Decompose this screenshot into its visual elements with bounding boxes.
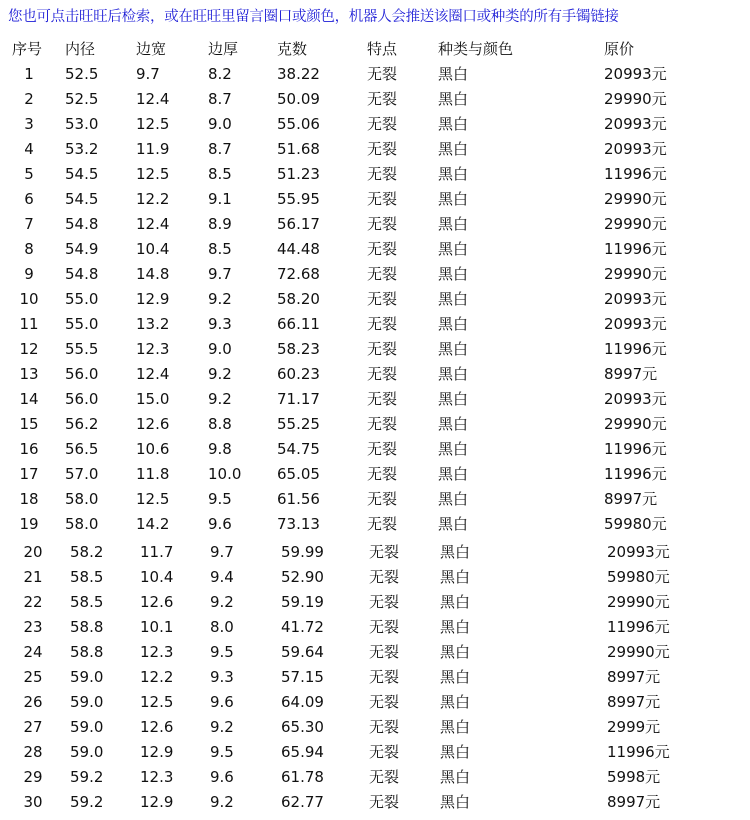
table-row [0, 540, 750, 565]
cell-weight: 66.11 [277, 315, 320, 333]
cell-price: 29990元 [604, 265, 667, 283]
cell-inner-diameter: 58.8 [70, 618, 104, 636]
cell-inner-diameter: 58.5 [70, 593, 104, 611]
cell-feature: 无裂 [367, 265, 398, 283]
cell-index: 3 [24, 115, 34, 133]
table-row [0, 412, 750, 437]
table-row [0, 362, 750, 387]
cell-weight: 55.25 [277, 415, 320, 433]
cell-inner-diameter: 54.5 [65, 165, 99, 183]
cell-feature: 无裂 [367, 240, 398, 258]
table-row [0, 187, 750, 212]
cell-thickness: 9.5 [210, 743, 234, 761]
cell-price: 20993元 [604, 290, 667, 308]
cell-type-color: 黑白 [438, 415, 469, 433]
cell-width: 12.4 [136, 365, 170, 383]
cell-price: 59980元 [604, 515, 667, 533]
cell-thickness: 9.1 [208, 190, 232, 208]
cell-width: 12.5 [136, 115, 170, 133]
cell-inner-diameter: 54.9 [65, 240, 99, 258]
table-row [0, 565, 750, 590]
cell-thickness: 9.2 [208, 390, 232, 408]
cell-weight: 71.17 [277, 390, 320, 408]
cell-width: 11.7 [140, 543, 174, 561]
cell-type-color: 黑白 [438, 190, 469, 208]
cell-width: 10.1 [140, 618, 174, 636]
cell-width: 12.9 [140, 793, 174, 811]
cell-type-color: 黑白 [440, 618, 471, 636]
cell-inner-diameter: 54.8 [65, 215, 99, 233]
cell-feature: 无裂 [369, 793, 400, 811]
cell-type-color: 黑白 [440, 793, 471, 811]
table-row [0, 590, 750, 615]
cell-inner-diameter: 52.5 [65, 90, 99, 108]
cell-width: 12.3 [136, 340, 170, 358]
table-row [0, 437, 750, 462]
cell-type-color: 黑白 [440, 593, 471, 611]
cell-type-color: 黑白 [440, 668, 471, 686]
cell-width: 13.2 [136, 315, 170, 333]
cell-feature: 无裂 [369, 668, 400, 686]
cell-feature: 无裂 [367, 415, 398, 433]
cell-index: 18 [19, 490, 39, 508]
cell-weight: 51.68 [277, 140, 320, 158]
cell-weight: 59.19 [281, 593, 324, 611]
cell-thickness: 9.5 [210, 643, 234, 661]
cell-weight: 57.15 [281, 668, 324, 686]
cell-weight: 65.94 [281, 743, 324, 761]
cell-price: 20993元 [604, 390, 667, 408]
table-row [0, 262, 750, 287]
cell-price: 29990元 [604, 190, 667, 208]
cell-index: 24 [23, 643, 43, 661]
cell-weight: 61.56 [277, 490, 320, 508]
cell-type-color: 黑白 [440, 718, 471, 736]
cell-feature: 无裂 [369, 543, 400, 561]
table-row [0, 87, 750, 112]
table-row [0, 765, 750, 790]
cell-price: 8997元 [604, 365, 658, 383]
cell-feature: 无裂 [367, 90, 398, 108]
cell-weight: 50.09 [277, 90, 320, 108]
cell-index: 1 [24, 65, 34, 83]
cell-inner-diameter: 59.2 [70, 793, 104, 811]
cell-width: 12.6 [136, 415, 170, 433]
table-row [0, 740, 750, 765]
cell-type-color: 黑白 [438, 465, 469, 483]
cell-width: 12.4 [136, 215, 170, 233]
cell-width: 14.2 [136, 515, 170, 533]
cell-width: 12.6 [140, 718, 174, 736]
cell-feature: 无裂 [367, 390, 398, 408]
cell-thickness: 9.6 [210, 768, 234, 786]
cell-thickness: 9.6 [210, 693, 234, 711]
cell-weight: 59.64 [281, 643, 324, 661]
cell-width: 12.3 [140, 768, 174, 786]
cell-inner-diameter: 53.2 [65, 140, 99, 158]
cell-index: 14 [19, 390, 39, 408]
table-header-row [0, 37, 750, 62]
cell-price: 8997元 [607, 693, 661, 711]
cell-feature: 无裂 [369, 643, 400, 661]
cell-thickness: 9.6 [208, 515, 232, 533]
cell-price: 11996元 [607, 618, 670, 636]
table-row [0, 512, 750, 537]
cell-price: 2999元 [607, 718, 661, 736]
cell-price: 8997元 [604, 490, 658, 508]
cell-thickness: 8.7 [208, 140, 232, 158]
cell-index: 28 [23, 743, 43, 761]
cell-type-color: 黑白 [438, 515, 469, 533]
cell-feature: 无裂 [367, 440, 398, 458]
cell-inner-diameter: 56.2 [65, 415, 99, 433]
cell-index: 22 [23, 593, 43, 611]
cell-index: 20 [23, 543, 43, 561]
table-row [0, 312, 750, 337]
cell-inner-diameter: 53.0 [65, 115, 99, 133]
cell-type-color: 黑白 [438, 290, 469, 308]
cell-feature: 无裂 [367, 65, 398, 83]
cell-feature: 无裂 [369, 618, 400, 636]
cell-feature: 无裂 [367, 140, 398, 158]
cell-type-color: 黑白 [440, 743, 471, 761]
cell-type-color: 黑白 [438, 115, 469, 133]
cell-index: 13 [19, 365, 39, 383]
cell-thickness: 8.5 [208, 240, 232, 258]
header-price: 原价 [604, 40, 635, 58]
cell-feature: 无裂 [369, 718, 400, 736]
cell-type-color: 黑白 [440, 643, 471, 661]
cell-weight: 52.90 [281, 568, 324, 586]
cell-width: 15.0 [136, 390, 170, 408]
cell-type-color: 黑白 [438, 340, 469, 358]
table-row [0, 137, 750, 162]
cell-weight: 73.13 [277, 515, 320, 533]
cell-price: 20993元 [604, 140, 667, 158]
cell-price: 5998元 [607, 768, 661, 786]
cell-type-color: 黑白 [438, 215, 469, 233]
cell-type-color: 黑白 [440, 543, 471, 561]
cell-thickness: 9.3 [208, 315, 232, 333]
cell-thickness: 9.8 [208, 440, 232, 458]
cell-weight: 59.99 [281, 543, 324, 561]
cell-type-color: 黑白 [440, 768, 471, 786]
cell-inner-diameter: 52.5 [65, 65, 99, 83]
cell-price: 11996元 [604, 165, 667, 183]
cell-inner-diameter: 58.5 [70, 568, 104, 586]
cell-price: 11996元 [607, 743, 670, 761]
cell-weight: 65.05 [277, 465, 320, 483]
cell-price: 11996元 [604, 440, 667, 458]
cell-inner-diameter: 58.0 [65, 490, 99, 508]
table-row [0, 237, 750, 262]
cell-feature: 无裂 [367, 190, 398, 208]
cell-inner-diameter: 55.0 [65, 315, 99, 333]
cell-thickness: 8.5 [208, 165, 232, 183]
cell-type-color: 黑白 [438, 240, 469, 258]
cell-width: 12.5 [140, 693, 174, 711]
cell-price: 20993元 [604, 115, 667, 133]
cell-index: 9 [24, 265, 34, 283]
cell-index: 21 [23, 568, 43, 586]
cell-type-color: 黑白 [438, 90, 469, 108]
cell-type-color: 黑白 [438, 315, 469, 333]
cell-width: 12.2 [140, 668, 174, 686]
cell-thickness: 9.0 [208, 115, 232, 133]
table-row [0, 162, 750, 187]
cell-index: 30 [23, 793, 43, 811]
cell-price: 29990元 [607, 643, 670, 661]
cell-index: 19 [19, 515, 39, 533]
table-row [0, 287, 750, 312]
cell-width: 11.8 [136, 465, 170, 483]
table-row [0, 462, 750, 487]
cell-thickness: 8.7 [208, 90, 232, 108]
cell-weight: 64.09 [281, 693, 324, 711]
cell-width: 10.4 [136, 240, 170, 258]
cell-weight: 51.23 [277, 165, 320, 183]
notice-text: 您也可点击旺旺后检索，或在旺旺里留言圈口或颜色，机器人会推送该圈口或种类的所有手镯链接 [8, 9, 619, 25]
cell-width: 14.8 [136, 265, 170, 283]
cell-weight: 60.23 [277, 365, 320, 383]
table-row [0, 212, 750, 237]
cell-weight: 41.72 [281, 618, 324, 636]
cell-type-color: 黑白 [438, 390, 469, 408]
cell-weight: 61.78 [281, 768, 324, 786]
cell-feature: 无裂 [367, 165, 398, 183]
cell-width: 12.5 [136, 490, 170, 508]
cell-index: 10 [19, 290, 39, 308]
cell-thickness: 9.2 [208, 290, 232, 308]
cell-type-color: 黑白 [440, 568, 471, 586]
cell-thickness: 9.2 [210, 718, 234, 736]
cell-thickness: 9.3 [210, 668, 234, 686]
header-feature: 特点 [367, 40, 398, 58]
cell-inner-diameter: 55.0 [65, 290, 99, 308]
cell-width: 12.9 [136, 290, 170, 308]
table-row [0, 62, 750, 87]
table-row [0, 387, 750, 412]
cell-type-color: 黑白 [438, 165, 469, 183]
cell-index: 23 [23, 618, 43, 636]
cell-type-color: 黑白 [438, 265, 469, 283]
cell-feature: 无裂 [369, 593, 400, 611]
header-type-color: 种类与颜色 [438, 40, 514, 58]
cell-feature: 无裂 [367, 465, 398, 483]
cell-weight: 58.23 [277, 340, 320, 358]
table-row [0, 487, 750, 512]
header-thickness: 边厚 [208, 40, 239, 58]
cell-width: 12.3 [140, 643, 174, 661]
cell-index: 12 [19, 340, 39, 358]
cell-thickness: 10.0 [208, 465, 242, 483]
cell-thickness: 9.4 [210, 568, 234, 586]
table-row [0, 790, 750, 815]
header-width: 边宽 [136, 40, 167, 58]
cell-price: 11996元 [604, 465, 667, 483]
cell-index: 26 [23, 693, 43, 711]
cell-width: 10.6 [136, 440, 170, 458]
cell-thickness: 9.5 [208, 490, 232, 508]
cell-price: 29990元 [604, 215, 667, 233]
cell-inner-diameter: 56.0 [65, 365, 99, 383]
table-row [0, 690, 750, 715]
cell-thickness: 9.7 [210, 543, 234, 561]
table-row [0, 112, 750, 137]
cell-thickness: 8.2 [208, 65, 232, 83]
header-index: 序号 [12, 40, 43, 58]
cell-type-color: 黑白 [438, 65, 469, 83]
cell-weight: 55.95 [277, 190, 320, 208]
cell-width: 9.7 [136, 65, 160, 83]
cell-price: 29990元 [607, 593, 670, 611]
cell-inner-diameter: 57.0 [65, 465, 99, 483]
cell-index: 8 [24, 240, 34, 258]
cell-weight: 44.48 [277, 240, 320, 258]
cell-thickness: 8.0 [210, 618, 234, 636]
cell-thickness: 9.2 [210, 793, 234, 811]
cell-width: 12.9 [140, 743, 174, 761]
cell-type-color: 黑白 [440, 693, 471, 711]
cell-weight: 56.17 [277, 215, 320, 233]
cell-feature: 无裂 [367, 290, 398, 308]
cell-price: 8997元 [607, 793, 661, 811]
cell-index: 15 [19, 415, 39, 433]
cell-price: 11996元 [604, 340, 667, 358]
cell-price: 20993元 [604, 65, 667, 83]
cell-width: 11.9 [136, 140, 170, 158]
cell-index: 16 [19, 440, 39, 458]
cell-thickness: 8.8 [208, 415, 232, 433]
cell-inner-diameter: 54.8 [65, 265, 99, 283]
cell-thickness: 9.0 [208, 340, 232, 358]
cell-feature: 无裂 [367, 115, 398, 133]
cell-price: 20993元 [604, 315, 667, 333]
cell-feature: 无裂 [369, 693, 400, 711]
cell-weight: 72.68 [277, 265, 320, 283]
cell-feature: 无裂 [367, 340, 398, 358]
cell-inner-diameter: 56.0 [65, 390, 99, 408]
cell-width: 12.4 [136, 90, 170, 108]
cell-width: 12.2 [136, 190, 170, 208]
cell-price: 20993元 [607, 543, 670, 561]
cell-index: 5 [24, 165, 34, 183]
cell-width: 10.4 [140, 568, 174, 586]
cell-index: 25 [23, 668, 43, 686]
cell-weight: 38.22 [277, 65, 320, 83]
cell-inner-diameter: 59.2 [70, 768, 104, 786]
cell-weight: 54.75 [277, 440, 320, 458]
cell-weight: 58.20 [277, 290, 320, 308]
cell-inner-diameter: 59.0 [70, 743, 104, 761]
cell-inner-diameter: 59.0 [70, 668, 104, 686]
cell-inner-diameter: 58.8 [70, 643, 104, 661]
cell-index: 7 [24, 215, 34, 233]
cell-price: 29990元 [604, 90, 667, 108]
cell-index: 27 [23, 718, 43, 736]
cell-inner-diameter: 58.2 [70, 543, 104, 561]
cell-price: 8997元 [607, 668, 661, 686]
cell-type-color: 黑白 [438, 440, 469, 458]
table-row [0, 640, 750, 665]
cell-index: 2 [24, 90, 34, 108]
cell-thickness: 9.2 [210, 593, 234, 611]
cell-weight: 65.30 [281, 718, 324, 736]
cell-price: 29990元 [604, 415, 667, 433]
cell-type-color: 黑白 [438, 140, 469, 158]
cell-feature: 无裂 [367, 490, 398, 508]
cell-thickness: 8.9 [208, 215, 232, 233]
cell-feature: 无裂 [367, 365, 398, 383]
cell-index: 4 [24, 140, 34, 158]
cell-index: 29 [23, 768, 43, 786]
cell-feature: 无裂 [369, 568, 400, 586]
cell-thickness: 9.7 [208, 265, 232, 283]
header-inner-diameter: 内径 [65, 40, 96, 58]
cell-index: 6 [24, 190, 34, 208]
cell-inner-diameter: 55.5 [65, 340, 99, 358]
cell-feature: 无裂 [369, 743, 400, 761]
cell-index: 11 [19, 315, 39, 333]
cell-feature: 无裂 [367, 215, 398, 233]
header-weight: 克数 [277, 40, 308, 58]
table-row [0, 337, 750, 362]
table-row [0, 665, 750, 690]
cell-width: 12.5 [136, 165, 170, 183]
cell-inner-diameter: 59.0 [70, 693, 104, 711]
cell-type-color: 黑白 [438, 365, 469, 383]
cell-weight: 55.06 [277, 115, 320, 133]
table-row [0, 715, 750, 740]
cell-width: 12.6 [140, 593, 174, 611]
cell-price: 11996元 [604, 240, 667, 258]
cell-feature: 无裂 [369, 768, 400, 786]
cell-weight: 62.77 [281, 793, 324, 811]
cell-inner-diameter: 56.5 [65, 440, 99, 458]
cell-price: 59980元 [607, 568, 670, 586]
cell-type-color: 黑白 [438, 490, 469, 508]
table-row [0, 615, 750, 640]
cell-feature: 无裂 [367, 315, 398, 333]
cell-inner-diameter: 59.0 [70, 718, 104, 736]
cell-thickness: 9.2 [208, 365, 232, 383]
cell-index: 17 [19, 465, 39, 483]
cell-feature: 无裂 [367, 515, 398, 533]
cell-inner-diameter: 54.5 [65, 190, 99, 208]
cell-inner-diameter: 58.0 [65, 515, 99, 533]
